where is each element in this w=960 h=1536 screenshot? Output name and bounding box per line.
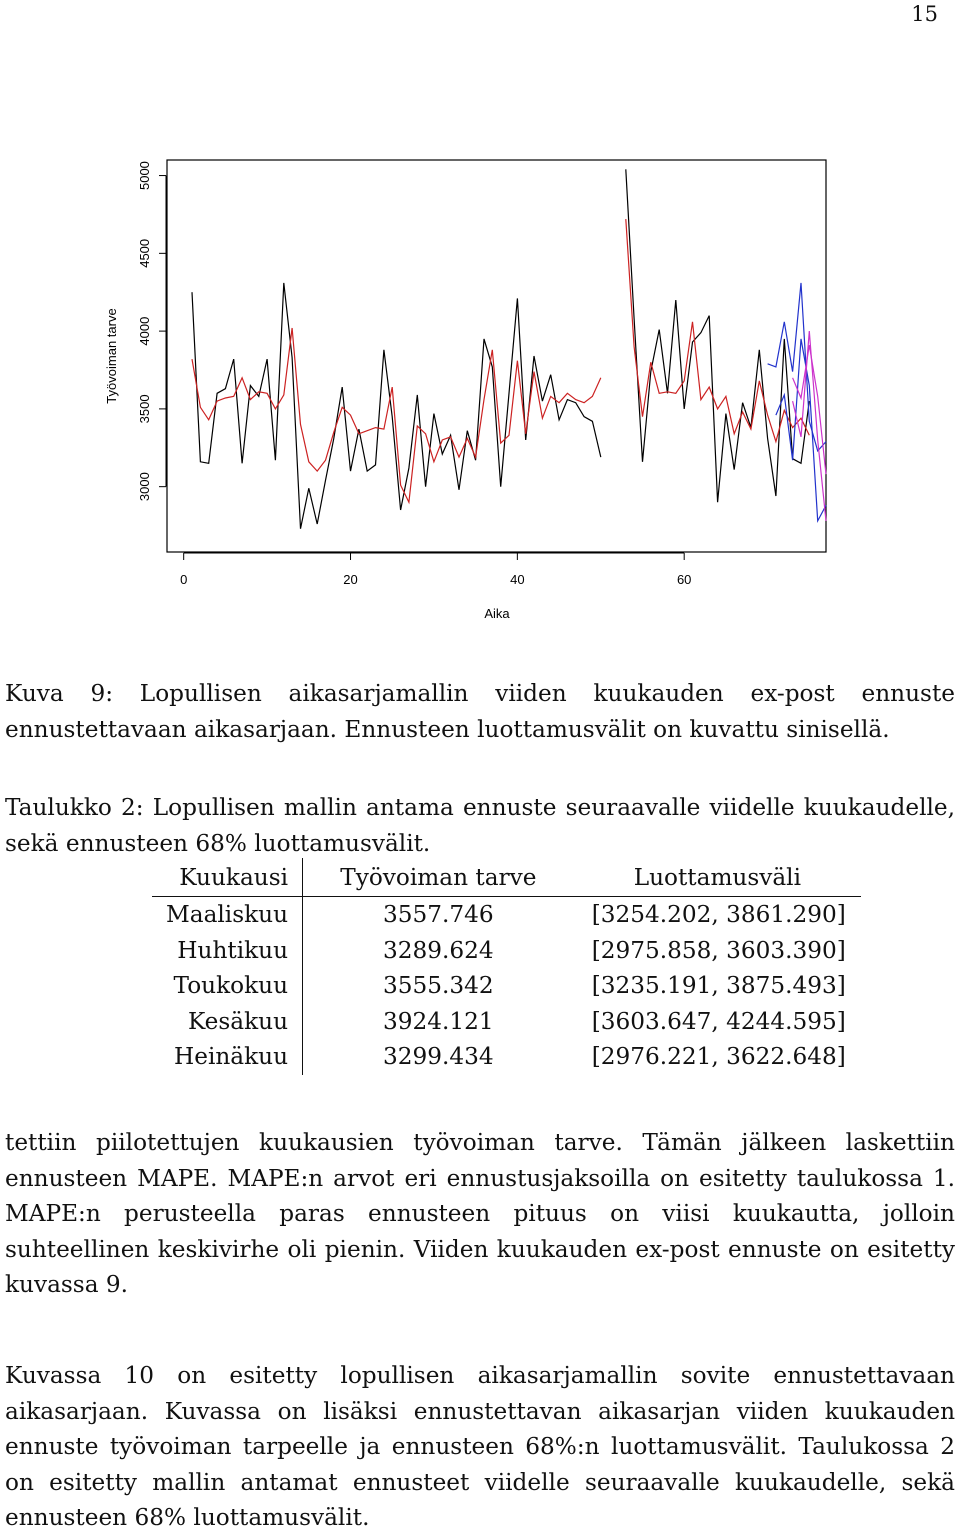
header-demand: Työvoiman tarve — [340, 863, 537, 891]
table-row — [152, 1004, 861, 1040]
table-row — [152, 1039, 861, 1075]
row-interval: [3235.191, 3875.493] — [591, 972, 846, 1000]
y-axis-label: Työvoiman tarve — [104, 308, 119, 404]
row-interval: [2976.221, 3622.648] — [591, 1043, 846, 1071]
plot-frame — [167, 160, 826, 552]
table-row — [152, 897, 861, 933]
series-line-3 — [626, 219, 810, 442]
row-interval: [3254.202, 3861.290] — [591, 901, 846, 929]
y-tick-label: 3000 — [137, 472, 152, 502]
row-month: Kesäkuu — [152, 1004, 303, 1040]
row-month: Toukokuu — [152, 968, 303, 1004]
series-line-4 — [768, 283, 826, 451]
header-interval: Luottamusväli — [633, 863, 802, 891]
row-month: Maaliskuu — [152, 897, 303, 933]
table-row — [152, 968, 861, 1004]
forecast-table — [152, 858, 861, 1075]
y-tick-label: 5000 — [137, 161, 152, 191]
header-month: Kuukausi — [152, 858, 303, 897]
page-number: 15 — [911, 2, 938, 26]
row-demand: 3299.434 — [383, 1043, 494, 1071]
series-line-0 — [192, 283, 601, 529]
body-paragraph: Kuvassa 10 on esitetty lopullisen aikasarjamallin sovite ennustettavaan aikasarjaan. Kuvassa on lisäksi ennustettavan aikasarjan viiden kuukauden ennuste työvoiman tarpeelle ja ennusteen 68%:n luottamusvälit. Taulukossa 2 on esitetty mallin antamat ennusteet viidelle seuraavalle kuukaudelle, sekä ennusteen 68% luottamusvälit. — [5, 1362, 955, 1531]
x-tick-label: 40 — [510, 572, 525, 587]
axis-group — [137, 161, 691, 587]
x-tick-label: 60 — [676, 572, 692, 587]
time-series-chart — [0, 140, 960, 640]
row-month: Heinäkuu — [152, 1039, 303, 1075]
figure-caption: Kuva 9: Lopullisen aikasarjamallin viiden kuukauden ex-post ennuste ennustettavaan aikasarjaan. Ennusteen luottamusvälit on kuvattu sinisellä. — [5, 680, 955, 743]
series-group — [192, 169, 826, 528]
x-tick-label: 0 — [180, 572, 188, 587]
table-header-row — [152, 858, 861, 897]
y-tick-label: 4000 — [137, 316, 152, 346]
body-paragraph: tettiin piilotettujen kuukausien työvoiman tarve. Tämän jälkeen laskettiin ennusteen MAPE. MAPE:n arvot eri ennustusjaksoilla on esitetty taulukossa 1. MAPE:n perusteella paras ennusteen pituus on viisi kuukautta, jolloin suhteellinen keskivirhe oli pienin. Viiden kuukauden ex-post ennuste on esitetty kuvassa 9. — [5, 1129, 955, 1298]
y-tick-label: 3500 — [137, 394, 152, 424]
row-demand: 3924.121 — [383, 1007, 494, 1035]
row-demand: 3557.746 — [383, 901, 494, 929]
x-axis-label: Aika — [484, 606, 510, 621]
series-line-7 — [793, 345, 826, 474]
y-tick-label: 4500 — [137, 238, 152, 268]
row-interval: [3603.647, 4244.595] — [591, 1007, 846, 1035]
row-interval: [2975.858, 3603.390] — [591, 936, 846, 964]
row-month: Huhtikuu — [152, 933, 303, 969]
x-tick-label: 20 — [343, 572, 358, 587]
row-demand: 3555.342 — [383, 972, 494, 1000]
row-demand: 3289.624 — [383, 936, 494, 964]
table-row — [152, 933, 861, 969]
series-line-1 — [192, 328, 601, 502]
table-caption: Taulukko 2: Lopullisen mallin antama ennuste seuraavalle viidelle kuukaudelle, sekä ennusteen 68% luottamusvälit. — [5, 794, 955, 857]
